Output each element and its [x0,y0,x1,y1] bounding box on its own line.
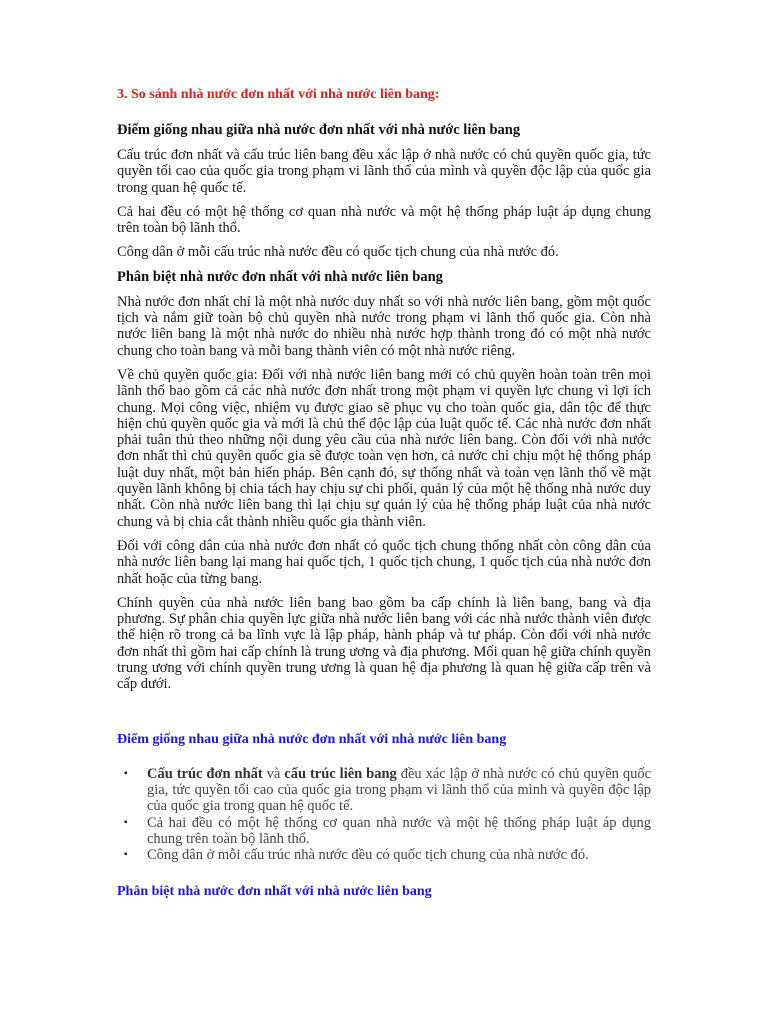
similarities-paragraph-2: Cả hai đều có một hệ thống cơ quan nhà nước và một hệ thống pháp luật áp dụng chung trên toàn bộ lãnh thổ. [117,203,651,237]
similarities-paragraph-1: Cấu trúc đơn nhất và cấu trúc liên bang đều xác lập ở nhà nước có chủ quyền quốc gia, tức quyền tối cao của quốc gia trong phạm vi lãnh thổ của mình và quyền độc lập của quốc gia trong quan hệ quốc tế. [117,147,651,196]
bullet-square-icon: ▪ [124,849,128,861]
similarities-paragraph-3: Công dân ở mỗi cấu trúc nhà nước đều có quốc tịch chung của nhà nước đó. [117,244,559,261]
list-item-text: và [262,765,285,782]
list-item-text: Cả hai đều có một hệ thống cơ quan nhà nước và một hệ thống pháp luật áp dụng chung trên toàn bộ lãnh thổ. [147,814,651,847]
list-item-text: Công dân ở mỗi cấu trúc nhà nước đều có quốc tịch chung của nhà nước đó. [147,847,589,864]
bullet-square-icon: ▪ [124,767,128,779]
similarities-heading-blue: Điểm giống nhau giữa nhà nước đơn nhất với nhà nước liên bang [117,731,507,747]
list-item [117,847,651,863]
list-item [117,766,651,815]
section-title: 3. So sánh nhà nước đơn nhất với nhà nước liên bang: [117,87,440,102]
similarities-bullet-list [117,766,651,864]
differences-heading-blue: Phân biệt nhà nước đơn nhất với nhà nước liên bang [117,884,432,900]
bullet-square-icon: ▪ [124,816,128,828]
similarities-heading: Điểm giống nhau giữa nhà nước đơn nhất với nhà nước liên bang [117,122,521,138]
section-gap [117,701,651,731]
bold-term: cấu trúc liên bang [284,765,397,782]
list-item [117,815,651,848]
differences-paragraph-2: Về chủ quyền quốc gia: Đối với nhà nước liên bang mới có chủ quyền hoàn toàn trên mọi lãnh thổ bao gồm cả các nhà nước đơn nhất trong một phạm vi quyền lực chung vì lợi ích chung. Mọi công việc, nhiệm vụ được giao sẽ phục vụ cho toàn quốc gia, dân tộc để thực hiện chủ quyền quốc gia và mới là chủ thể độc lập của luật quốc tế. Các nhà nước đơn nhất phải tuân thủ theo những nội dung yêu cầu của nhà nước liên bang. Còn đối với nhà nước đơn nhất thì chủ quyền quốc gia sẽ được toàn vẹn hơn, cả nước chỉ chịu một hệ thống pháp luật duy nhất, một bản hiến pháp. Bên cạnh đó, sự thống nhất và toàn vẹn lãnh thổ về mặt quyền lãnh không bị chia tách hay chịu sự chi phối, quản lý của một hệ thống nhà nước duy nhất. Còn nhà nước liên bang thì lại chịu sự quản lý của hệ thống pháp luật của nhà nước chung và bị chia cắt thành nhiều quốc gia thành viên. [117,366,651,530]
differences-heading: Phân biệt nhà nước đơn nhất với nhà nước liên bang [117,268,443,285]
bold-term: Cấu trúc đơn nhất [147,765,263,782]
differences-paragraph-4: Chính quyền của nhà nước liên bang bao gồm ba cấp chính là liên bang, bang và địa phương. Sự phân chia quyền lực giữa nhà nước liên bang với các nhà nước thành viên được thể hiện rõ trong cả ba lĩnh vực là lập pháp, hành pháp và tư pháp. Còn đối với nhà nước đơn nhất thì gồm hai cấp chính là trung ương và địa phương. Mối quan hệ giữa chính quyền trung ương với chính quyền trung ương là quan hệ địa phương là quan hệ giữa cấp trên và cấp dưới. [117,594,651,693]
differences-paragraph-1: Nhà nước đơn nhất chỉ là một nhà nước duy nhất so với nhà nước liên bang, gồm một quốc tịch và nắm giữ toàn bộ chủ quyền nhà nước trong phạm vi lãnh thổ quốc gia. Còn nhà nước liên bang là một nhà nước do nhiều nhà nước hợp thành trong đó có một nhà nước chung cho toàn bang và mỗi bang thành viên có một nhà nước riêng. [117,293,651,359]
differences-paragraph-3: Đối với công dân của nhà nước đơn nhất có quốc tịch chung thống nhất còn công dân của nhà nước liên bang lại mang hai quốc tịch, 1 quốc tịch chung, 1 quốc tịch của nhà nước đơn nhất hoặc của từng bang. [117,537,651,587]
list-item-text: đều xác lập ở nhà nước có chủ quyền quốc gia, tức quyền tối cao của quốc gia trong phạm vi lãnh thổ của mình và quyền độc lập của quốc gia trong quan hệ quốc tế. [147,765,652,815]
